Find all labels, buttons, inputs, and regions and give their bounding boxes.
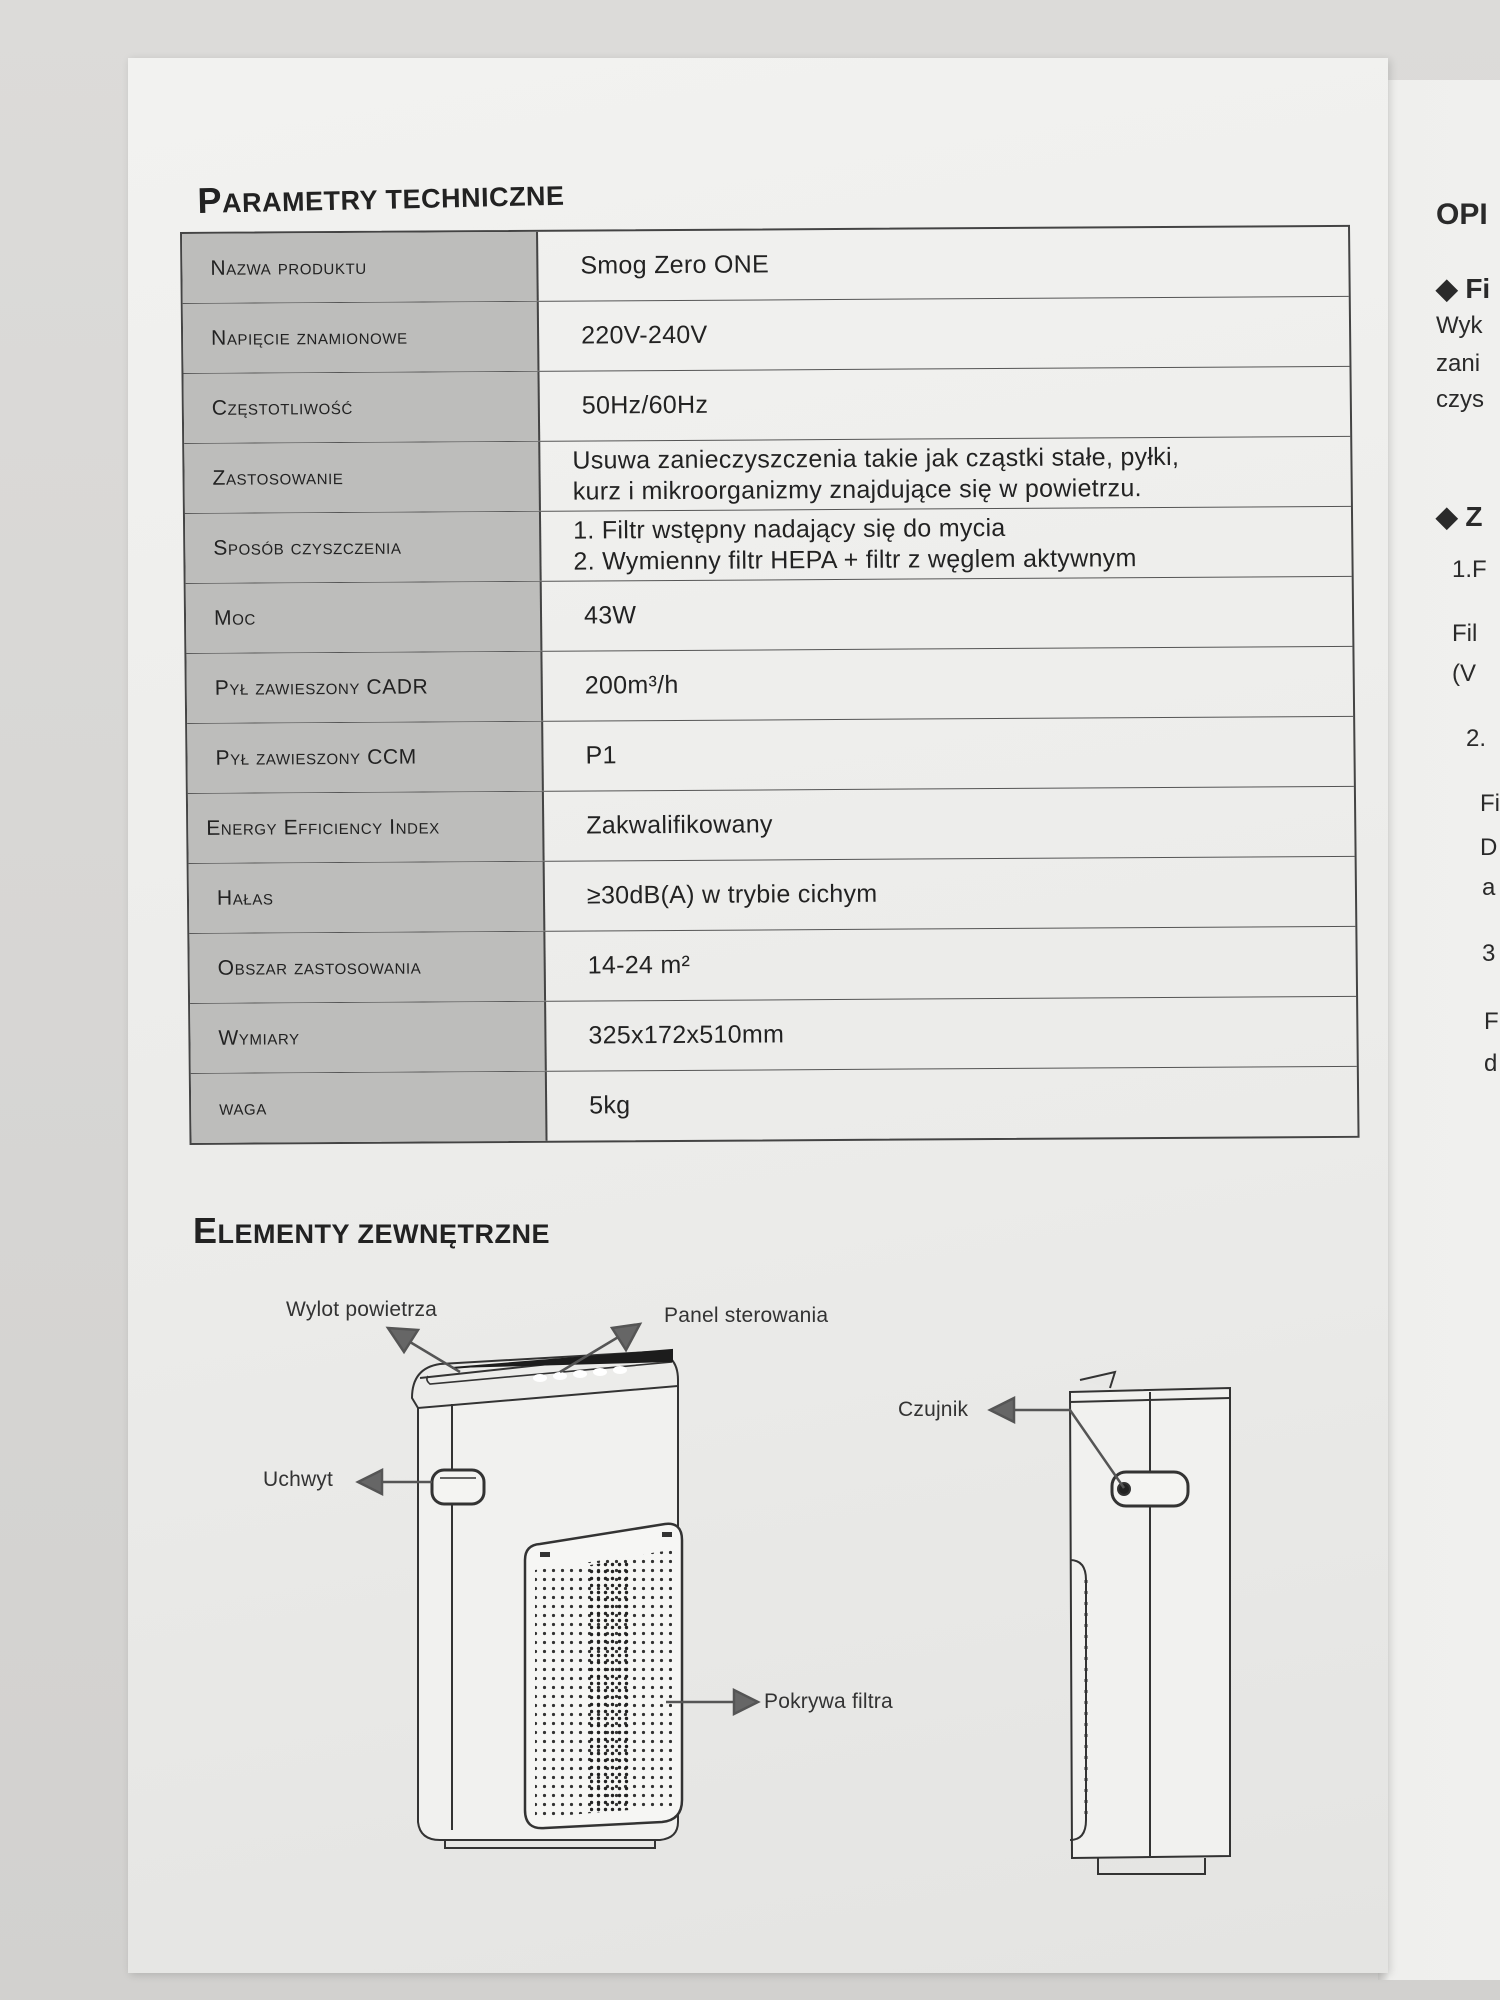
next-page-line: 1.F <box>1452 556 1487 583</box>
spec-value-line: 1. Filtr wstępny nadający się do mycia <box>572 513 1006 545</box>
spec-label: Częstotliwość <box>183 372 540 443</box>
next-page-line: Fi <box>1480 790 1500 817</box>
next-page-line: ◆ Z <box>1436 501 1483 532</box>
next-page-heading: OPI <box>1436 198 1488 231</box>
spec-value-line: 2. Wymienny filtr HEPA + filtr z węglem aktywnym <box>573 543 1137 576</box>
spec-value: 14-24 m² <box>587 950 691 980</box>
specs-title-rest: ARAMETRY TECHNICZNE <box>221 180 565 219</box>
spec-label: Energy Efficiency Index <box>188 792 545 863</box>
spec-label: Nazwa produktu <box>182 232 539 303</box>
spec-label: waga <box>191 1072 548 1143</box>
spec-label: Pył zawieszony CCM <box>187 722 544 793</box>
spec-value: 5kg <box>589 1091 631 1120</box>
spec-value: 220V-240V <box>580 320 708 350</box>
next-page-line: (V <box>1452 660 1476 687</box>
callout-air-outlet: Wylot powietrza <box>286 1298 438 1321</box>
spec-label: Sposób czyszczenia <box>185 512 542 583</box>
next-page-line: a <box>1482 874 1496 901</box>
elements-title-initial: E <box>193 1210 218 1251</box>
spec-value: 325x172x510mm <box>588 1020 785 1050</box>
elements-title-rest: LEMENTY ZEWNĘTRZNE <box>217 1219 551 1249</box>
next-page-line: Fil <box>1452 620 1478 647</box>
callout-filter-cover: Pokrywa filtra <box>764 1690 893 1713</box>
next-page-line: F <box>1484 1008 1499 1035</box>
next-page-line: ◆ Fi <box>1436 273 1491 304</box>
next-page-line: zani <box>1436 350 1481 377</box>
next-page-line: d <box>1484 1050 1498 1077</box>
spec-label: Hałas <box>189 862 546 933</box>
spec-value: P1 <box>585 741 617 770</box>
spec-label: Zastosowanie <box>184 442 541 513</box>
purifier-side-view <box>1070 1372 1230 1874</box>
next-page-line: czys <box>1436 386 1484 413</box>
handle-arrow-icon <box>358 1470 382 1494</box>
spec-value: 43W <box>583 601 637 630</box>
spec-label: Moc <box>186 582 543 653</box>
spec-value: Smog Zero ONE <box>580 250 770 280</box>
spec-value: 200m³/h <box>584 670 679 700</box>
next-page-line: Wyk <box>1436 312 1483 339</box>
next-page-line: 3 <box>1482 940 1496 967</box>
spec-value-line: kurz i mikroorganizmy znajdujące się w powietrzu. <box>572 473 1142 506</box>
spec-label: Wymiary <box>190 1002 547 1073</box>
next-page-line: D <box>1480 834 1498 861</box>
callout-control-panel: Panel sterowania <box>664 1304 829 1327</box>
callout-sensor: Czujnik <box>898 1398 969 1421</box>
spec-label: Pył zawieszony CADR <box>186 652 543 723</box>
purifier-front-view <box>412 1350 682 1848</box>
spec-label: Obszar zastosowania <box>189 932 546 1003</box>
spec-label: Napięcie znamionowe <box>183 302 540 373</box>
spec-value-line: Usuwa zanieczyszczenia takie jak cząstki stałe, pyłki, <box>572 442 1180 475</box>
sensor-arrow-icon <box>990 1398 1014 1422</box>
air-outlet-arrow-icon <box>388 1328 418 1352</box>
specs-title-initial: P <box>197 179 223 221</box>
spec-value: Zakwalifikowany <box>586 810 773 840</box>
spec-value: 50Hz/60Hz <box>581 390 709 420</box>
spec-value: ≥30dB(A) w trybie cichym <box>586 879 878 910</box>
next-page-line: 2. <box>1466 725 1487 752</box>
filter-cover-arrow-icon <box>734 1690 758 1714</box>
callout-handle: Uchwyt <box>263 1468 334 1491</box>
